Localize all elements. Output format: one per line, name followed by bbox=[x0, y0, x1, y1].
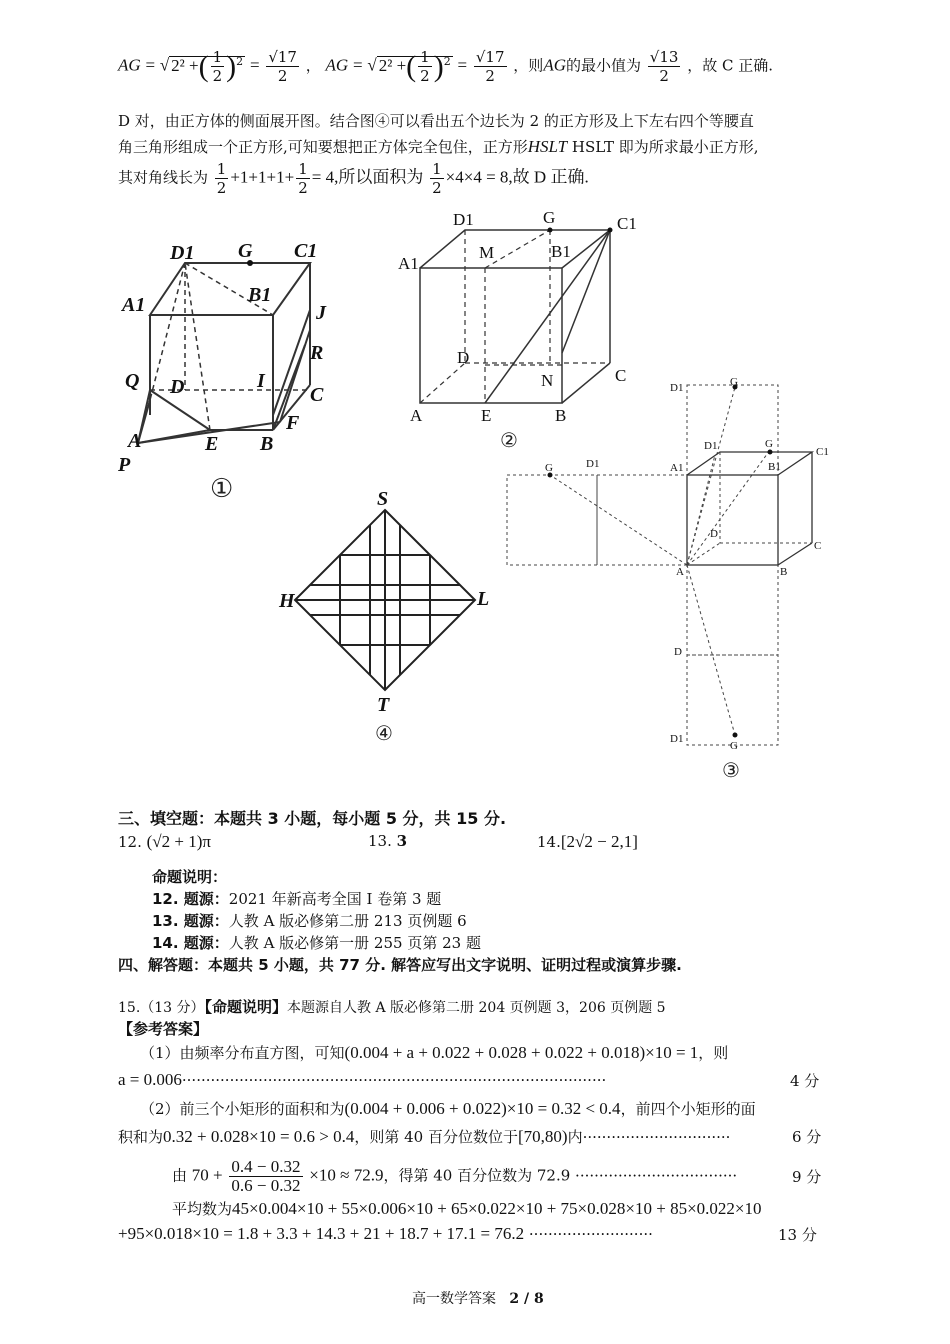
svg-text:B: B bbox=[555, 406, 567, 425]
line-hslt: 角三角形组成一个正方形,可知要想把正方体完全包住，正方形HSLT HSLT 即为所求最小正方形, bbox=[118, 137, 759, 156]
svg-text:I: I bbox=[257, 370, 265, 392]
svg-text:C: C bbox=[615, 366, 627, 385]
section-4-heading: 四、解答题：本题共 5 小题，共 77 分. 解答应写出文字说明、证明过程或演算步骤. bbox=[118, 956, 682, 974]
svg-text:S: S bbox=[377, 488, 389, 510]
svg-text:C: C bbox=[310, 384, 324, 406]
frac-sqrt17: $\frac{√17}{2}$ bbox=[268, 48, 297, 85]
svg-text:D1: D1 bbox=[704, 440, 718, 452]
part-4: 平均数为45×0.004×10 + 55×0.006×10 + 65×0.022×10 + 75×0.028×10 + 85×0.022×10 bbox=[172, 1199, 762, 1218]
answer-14: 14.[2√2 − 2,1] bbox=[537, 832, 638, 851]
svg-text:D1: D1 bbox=[670, 733, 684, 745]
svg-text:A1: A1 bbox=[398, 254, 419, 273]
source-13: 13. 题源：人教 A 版必修第二册 213 页例题 6 bbox=[152, 912, 467, 930]
svg-text:E: E bbox=[481, 406, 492, 425]
sqrt-expression: √ 2² +( $\frac{1}{2}$ )$^2$ bbox=[159, 48, 244, 85]
svg-text:D1: D1 bbox=[586, 458, 600, 470]
label-d1: D1 bbox=[170, 242, 195, 264]
svg-text:B1: B1 bbox=[551, 242, 571, 261]
svg-text:N: N bbox=[541, 371, 554, 390]
svg-text:R: R bbox=[310, 342, 324, 364]
svg-text:G: G bbox=[543, 208, 556, 227]
svg-text:②: ② bbox=[500, 428, 518, 452]
figure-1-caption: ① bbox=[210, 474, 234, 504]
section-3-heading: 三、填空题：本题共 3 小题，每小题 5 分，共 15 分. bbox=[118, 809, 507, 828]
frac-sqrt13: $\frac{√13}{2}$ bbox=[649, 48, 679, 85]
svg-text:T: T bbox=[377, 694, 390, 716]
source-14: 14. 题源：人教 A 版必修第一册 255 页第 23 题 bbox=[152, 934, 481, 952]
part-4-cont: +95×0.018×10 = 1.8 + 3.3 + 14.3 + 21 + 18.7 + 17.1 = 76.2 ·························· bbox=[118, 1224, 653, 1243]
svg-text:J: J bbox=[316, 302, 326, 324]
svg-text:G: G bbox=[545, 462, 553, 474]
svg-text:D: D bbox=[170, 376, 185, 398]
svg-text:G: G bbox=[238, 240, 253, 262]
figure-3-net bbox=[500, 375, 840, 785]
svg-text:D: D bbox=[457, 348, 470, 367]
q15-header: 15.（13 分）【命题说明】本题源自人教 A 版必修第二册 204 页例题 3，206 页例题 5 bbox=[118, 998, 666, 1016]
svg-text:A1: A1 bbox=[122, 294, 146, 316]
svg-text:③: ③ bbox=[722, 758, 740, 782]
svg-text:A1: A1 bbox=[670, 462, 684, 474]
answer-12: 12. (√2 + 1)π bbox=[118, 832, 211, 851]
svg-text:L: L bbox=[477, 588, 490, 610]
part-2-cont: 积和为0.32 + 0.028×10 = 0.6 > 0.4，则第 40 百分位数位于[70,80)内······························· bbox=[118, 1127, 731, 1146]
svg-text:G: G bbox=[765, 438, 773, 450]
figure-4-square bbox=[275, 485, 505, 750]
svg-text:A: A bbox=[128, 430, 142, 452]
page-footer: 高一数学答案 2 / 8 bbox=[412, 1291, 544, 1307]
svg-text:D1: D1 bbox=[670, 382, 684, 394]
svg-text:B: B bbox=[260, 433, 274, 455]
svg-text:P: P bbox=[118, 454, 131, 476]
svg-text:H: H bbox=[279, 590, 295, 612]
svg-text:C1: C1 bbox=[816, 446, 829, 458]
svg-text:B1: B1 bbox=[248, 284, 272, 306]
svg-text:A: A bbox=[410, 406, 423, 425]
svg-text:D: D bbox=[674, 646, 682, 658]
svg-text:M: M bbox=[479, 243, 495, 262]
svg-text:④: ④ bbox=[375, 721, 393, 745]
page-number: 2 / 8 bbox=[509, 1291, 544, 1307]
part-1-result: a = 0.006························································································· bbox=[118, 1070, 607, 1089]
svg-text:D1: D1 bbox=[453, 210, 474, 229]
svg-text:Q: Q bbox=[125, 370, 140, 392]
svg-text:C1: C1 bbox=[294, 240, 318, 262]
figure-1-cube bbox=[110, 235, 360, 505]
ag-symbol: AG bbox=[118, 55, 141, 75]
part-3: 由 70 + $\frac{0.4 - 0.32}{0.6 - 0.32}$ ×10 ≈ 72.9，得第 40 百分位数为 72.9 ·································· bbox=[172, 1157, 738, 1195]
svg-text:C1: C1 bbox=[617, 214, 637, 233]
line-diagonal: 其对角线长为 $\frac{1}{2}$ +1+1+1+ $\frac{1}{2}$ = 4,所以面积为 $\frac{1}{2}$ ×4×4 = 8,故 D 正确. bbox=[118, 160, 589, 197]
source-12: 12. 题源：2021 年新高考全国 I 卷第 3 题 bbox=[152, 890, 442, 908]
line-d-explanation: D 对，由正方体的侧面展开图。结合图④可以看出五个边长为 2 的正方形及上下左右四个等腰直 bbox=[118, 112, 754, 130]
part-2: （2）前三个小矩形的面积和为(0.004 + 0.006 + 0.022)×10 = 0.32 < 0.4，前四个小矩形的面 bbox=[140, 1099, 756, 1118]
note-title: 命题说明： bbox=[152, 868, 228, 886]
line-ag-values: AG = √ 2² +( $\frac{1}{2}$ )$^2$ = $\frac{√17}{2}$ ， AG = √ 2² +( $\frac{1}{2}$ )$^2$ = $\frac{√17}{2}$ ，则AG的最小值为 $\frac{√13}{2}$ ，故 C 正确. bbox=[118, 48, 774, 85]
svg-text:C: C bbox=[814, 540, 822, 552]
svg-text:B: B bbox=[780, 566, 788, 578]
part-1: （1）由频率分布直方图，可知(0.004 + a + 0.022 + 0.028 + 0.022 + 0.018)×10 = 1，则 bbox=[140, 1043, 729, 1062]
svg-text:B1: B1 bbox=[768, 461, 781, 473]
svg-text:F: F bbox=[286, 412, 300, 434]
svg-text:D: D bbox=[710, 528, 718, 540]
svg-text:G: G bbox=[730, 740, 738, 752]
answer-13: 13. 3 bbox=[368, 832, 408, 850]
svg-text:G: G bbox=[730, 376, 738, 388]
reference-answer: 【参考答案】 bbox=[118, 1020, 209, 1038]
svg-text:A: A bbox=[676, 566, 684, 578]
svg-text:E: E bbox=[205, 433, 219, 455]
